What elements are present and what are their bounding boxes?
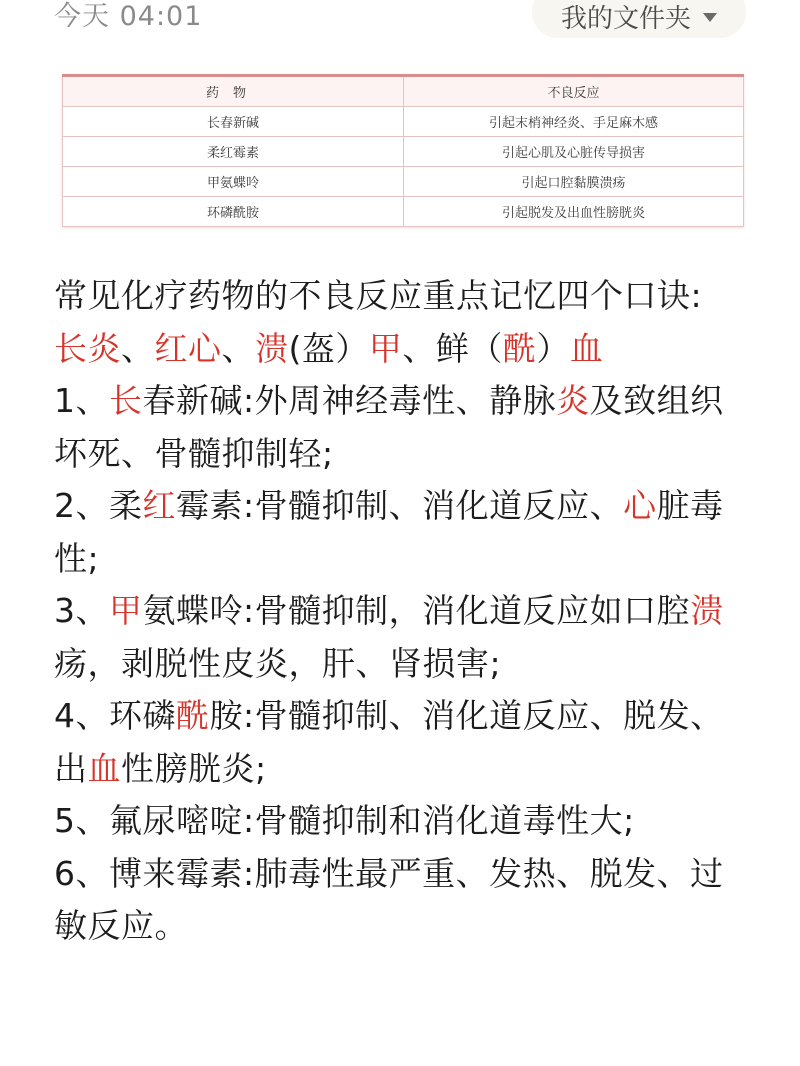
mnemonic-part: 血 bbox=[569, 328, 604, 368]
column-header-adverse-reaction: 不良反应 bbox=[404, 76, 744, 107]
table-cell-drug: 柔红霉素 bbox=[63, 137, 404, 167]
my-folder-label: 我的文件夹 bbox=[560, 3, 691, 34]
timestamp: 今天 04:01 bbox=[54, 1, 203, 32]
table-header-row bbox=[63, 76, 744, 107]
note-content bbox=[54, 270, 754, 953]
mnemonic-sep: (盔） bbox=[288, 328, 369, 368]
table-cell-reaction: 引起心肌及心脏传导损害 bbox=[404, 137, 744, 167]
mnemonic-part: 甲 bbox=[368, 328, 403, 368]
list-item: 6、博来霉素:肺毒性最严重、发热、脱发、过敏反应。 bbox=[54, 853, 724, 945]
mnemonic-part: 红心 bbox=[154, 328, 222, 368]
table-cell-reaction: 引起脱发及出血性膀胱炎 bbox=[404, 197, 744, 227]
table-row bbox=[63, 137, 744, 167]
table-cell-reaction: 引起口腔黏膜溃疡 bbox=[404, 167, 744, 197]
column-header-drug: 药物 bbox=[63, 76, 404, 107]
mnemonic-part: 溃 bbox=[255, 328, 289, 368]
list-item: 4、环磷酰胺:骨髓抑制、消化道反应、脱发、出血性膀胱炎; bbox=[54, 696, 724, 788]
mnemonic-sep: 、鲜（ bbox=[402, 328, 503, 368]
my-folder-button[interactable] bbox=[532, 0, 746, 38]
list-item: 1、长春新碱:外周神经毒性、静脉炎及致组织坏死、骨髓抑制轻; bbox=[54, 381, 724, 473]
table-row bbox=[63, 197, 744, 227]
mnemonic-line bbox=[54, 323, 754, 376]
drug-adverse-reaction-table bbox=[62, 74, 744, 227]
table-row bbox=[63, 167, 744, 197]
mnemonic-sep: 、 bbox=[221, 328, 255, 368]
top-bar bbox=[0, 0, 800, 44]
table-cell-drug: 长春新碱 bbox=[63, 107, 404, 137]
table-cell-reaction: 引起末梢神经炎、手足麻木感 bbox=[404, 107, 744, 137]
intro-text: 常见化疗药物的不良反应重点记忆四个口诀: bbox=[54, 276, 703, 315]
list-item: 5、氟尿嘧啶:骨髓抑制和消化道毒性大; bbox=[54, 801, 635, 840]
caret-down-icon bbox=[703, 13, 717, 22]
table-cell-drug: 环磷酰胺 bbox=[63, 197, 404, 227]
mnemonic-sep: ） bbox=[536, 328, 570, 368]
table-row bbox=[63, 107, 744, 137]
mnemonic-part: 长炎 bbox=[54, 328, 121, 368]
mnemonic-sep: 、 bbox=[121, 328, 155, 368]
list-item: 2、柔红霉素:骨髓抑制、消化道反应、心脏毒性; bbox=[54, 486, 724, 578]
list-item: 3、甲氨蝶呤:骨髓抑制，消化道反应如口腔溃疡，剥脱性皮炎，肝、肾损害; bbox=[54, 591, 724, 683]
table-cell-drug: 甲氨蝶呤 bbox=[63, 167, 404, 197]
mnemonic-part: 酰 bbox=[502, 328, 537, 368]
